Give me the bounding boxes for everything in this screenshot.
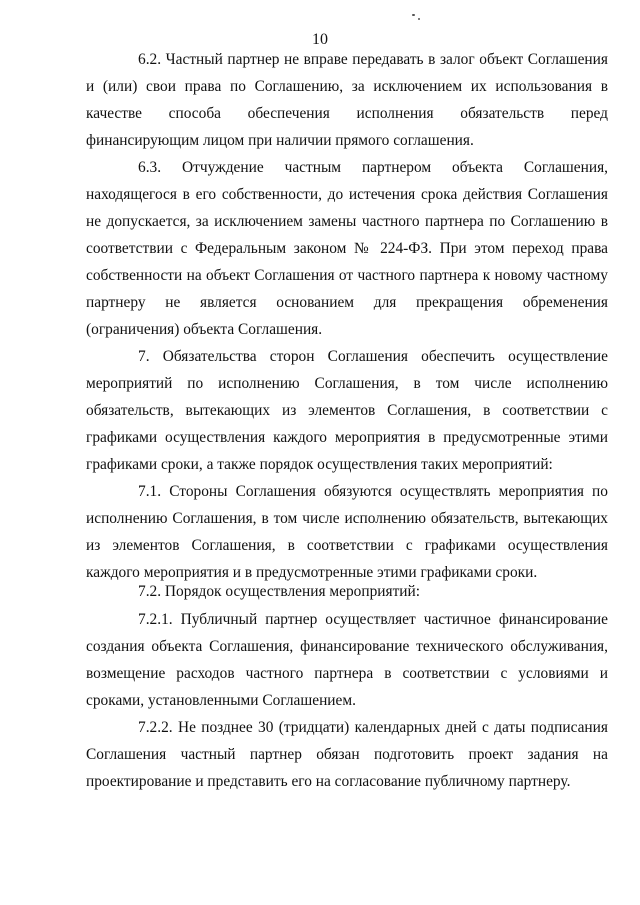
- paragraph-7: 7. Обязательства сторон Соглашения обеспечить осуществление мероприятий по исполнению Соглашения, в том числе исполнению обязательств, вытекающих из элементов Соглашения, в соответствии с графиками осуществления каждого мероприятия в предусмотренные этими графиками сроки, а также порядок осуществления таких мероприятий:: [86, 348, 608, 473]
- paragraph-6-3: 6.3. Отчуждение частным партнером объекта Соглашения, находящегося в его собственности, до истечения срока действия Соглашения не допускается, за исключением замены частного партнера по Соглашению в соответствии с Федеральным законом № 224-ФЗ. При этом переход права собственности на объект Соглашения от частного партнера к новому частному партнеру не является основанием для прекращения обременения (ограничения) объекта Соглашения.: [86, 159, 608, 338]
- paragraph-7-2-2: 7.2.2. Не позднее 30 (тридцати) календарных дней с даты подписания Соглашения частный партнер обязан подготовить проект задания на проектирование и представить его на согласование публичному партнеру.: [86, 719, 608, 790]
- scan-speck: [418, 18, 420, 20]
- scan-speck: [412, 14, 415, 16]
- paragraph-6-2: 6.2. Частный партнер не вправе передавать в залог объект Соглашения и (или) свои права по Соглашению, за исключением их использования в качестве способа обеспечения исполнения обязательств перед финансирующим лицом при наличии прямого соглашения.: [86, 51, 608, 149]
- page-number: 10: [312, 31, 328, 48]
- paragraph-7-2-1: 7.2.1. Публичный партнер осуществляет частичное финансирование создания объекта Соглашения, финансирование технического обслуживания, возмещение расходов частного партнера в соответствии с условиями и сроками, установленными Соглашением.: [86, 611, 608, 709]
- paragraph-7-2: 7.2. Порядок осуществления мероприятий:: [138, 583, 421, 600]
- paragraph-7-1: 7.1. Стороны Соглашения обязуются осуществлять мероприятия по исполнению Соглашения, в том числе исполнению обязательств, вытекающих из элементов Соглашения, в соответствии с графиками осуществления каждого мероприятия и в предусмотренные этими графиками сроки.: [86, 483, 608, 581]
